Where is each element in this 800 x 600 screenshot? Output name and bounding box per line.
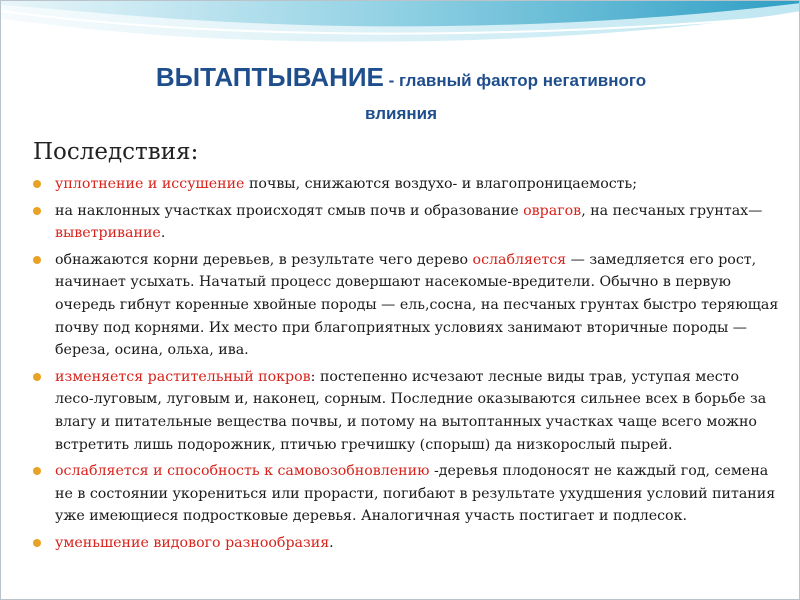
list-item (27, 460, 779, 528)
list-item (27, 200, 779, 245)
title-rest-line2: влияния (364, 104, 438, 123)
bullet-dot-icon (33, 256, 41, 264)
item-text: : постепенно исчезают лесные виды трав, уступая место лесо-луговым, луговым и, наконец, сорным. Последние оказываются сильнее всех в борьбе за влагу и питательные вещества почвы, и потому на вытоптанных участках чаще всего можно встретить лишь подорожник, птичью гречишку (спорыш) да низкорослый пырей. (55, 368, 767, 453)
item-text: -деревья плодоносят не каждый год, семена не в состоянии укорениться или прорасти, погибают в результате ухудшения условий питания уже имеющиеся подростковые деревья. Аналогичная участь постигает и подлесок. (55, 463, 776, 525)
title-line-2 (1, 98, 800, 131)
item-text: — замедляется его рост, начинает усыхать. Начатый процесс довершают насекомые-вредители. Обычно в первую очередь гибнут коренные хвойные породы — ель,сосна, на песчаных грунтах быстро теряющая почву под корнями. Их место при благоприятных условиях занимают вторичные породы — береза, осина, ольха, ива. (55, 251, 779, 359)
decorative-wave-header (1, 1, 800, 61)
slide-title (1, 61, 800, 131)
title-rest-line1: главный фактор негативного (398, 71, 647, 90)
highlight-text: уменьшение видового разнообразия (55, 534, 330, 551)
bullet-dot-icon (33, 467, 41, 475)
item-text: . (160, 225, 166, 242)
bullet-dot-icon (33, 373, 41, 381)
list-item (27, 366, 779, 456)
item-text: . (329, 534, 334, 551)
item-text: , на песчаных грунтах— (581, 202, 763, 219)
title-main: ВЫТАПТЫВАНИЕ (155, 62, 384, 92)
bullet-dot-icon (33, 539, 41, 547)
highlight-text: ослабляется и способность к самовозобновлению (55, 463, 430, 480)
consequences-heading: Последствия: (33, 139, 199, 165)
highlight-text: ослабляется (472, 251, 567, 268)
list-item (27, 173, 779, 196)
highlight-text: выветривание (55, 225, 161, 242)
highlight-text: изменяется растительный покров (55, 368, 311, 385)
list-item (27, 249, 779, 362)
title-separator: - (383, 71, 399, 90)
highlight-text: уплотнение и иссушение (55, 176, 245, 192)
list-item (27, 532, 779, 555)
item-text: обнажаются корни деревьев, в результате чего дерево (55, 251, 473, 268)
consequences-list (27, 173, 779, 559)
item-text: почвы, снижаются воздухо- и влагопроницаемость; (244, 176, 638, 192)
bullet-dot-icon (33, 207, 41, 215)
item-text: на наклонных участках происходят смыв почв и образование (55, 202, 524, 219)
highlight-text: оврагов (523, 202, 582, 219)
bullet-dot-icon (33, 180, 41, 188)
title-line-1 (1, 61, 800, 98)
